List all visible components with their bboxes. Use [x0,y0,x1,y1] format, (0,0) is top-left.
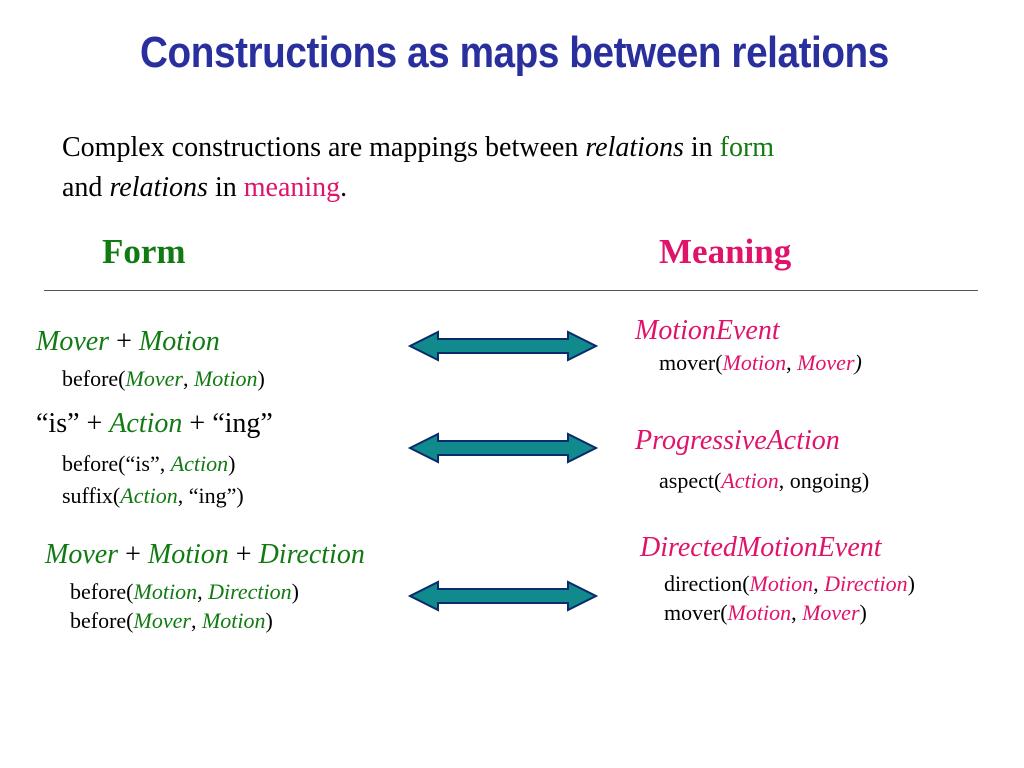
constraint-segment: Action [120,483,178,508]
meaning-constraint-2-1 [664,600,867,626]
construction-segment: “is” + [36,408,110,439]
construction-segment: Motion [138,326,220,357]
constraint-segment: Direction [824,571,908,596]
double-arrow-icon [408,580,598,612]
constraint-segment: ) [854,350,862,375]
constraint-segment: Motion [201,608,266,633]
construction-segment: + [109,326,139,357]
constraint-segment: Motion [722,350,787,375]
form-constraint-2-0 [70,579,299,605]
constraint-segment: before( [70,579,134,604]
constraint-segment: Action [170,451,229,476]
construction-segment: Mover [45,539,119,570]
meaning-constraint-0-0 [659,350,862,376]
intro-line-2 [62,168,774,208]
constraint-segment: ) [228,451,236,476]
relations-term: relations [585,132,684,163]
constraint-segment: , [791,600,803,625]
constraint-segment: ) [859,600,867,625]
construction-segment: Motion [147,539,229,570]
constraint-segment: Mover [133,608,191,633]
meaning-constraint-2-0 [664,571,915,597]
double-arrow-icon [408,432,598,464]
constraint-segment: , ongoing) [778,468,870,493]
constraint-segment: ) [265,608,273,633]
form-constraint-1-0 [62,451,235,477]
constraint-segment: Motion [727,600,792,625]
constraint-segment: before( [62,366,126,391]
constraint-segment: ) [907,571,915,596]
intro-line-1 [62,128,774,168]
constraint-segment: Motion [749,571,814,596]
slide-title: Constructions as maps between relations [140,28,889,77]
constraint-segment: , [182,366,194,391]
constraint-segment: , “ing”) [177,483,244,508]
constraint-segment: , [786,350,798,375]
construction-segment: Direction [258,539,365,570]
constraint-segment: mover( [664,600,728,625]
meaning-schema-1: ProgressiveAction [635,425,840,456]
constraint-segment: Motion [133,579,198,604]
constraint-segment: Direction [208,579,292,604]
form-construction-0 [36,326,220,358]
meaning-constraint-1-0 [659,468,869,494]
constraint-segment: , [813,571,825,596]
intro-in: in [207,172,244,203]
meaning-schema-2: DirectedMotionEvent [640,532,882,563]
form-constraint-1-1 [62,483,244,509]
constraint-segment: before( [70,608,134,633]
constraint-segment: ) [291,579,299,604]
construction-segment: + “ing” [182,408,273,439]
constraint-segment: ) [257,366,265,391]
constraint-segment: Mover [125,366,183,391]
constraint-segment: mover( [659,350,723,375]
constraint-segment: aspect( [659,468,722,493]
intro-and: and [62,172,110,203]
constraint-segment: , [197,579,209,604]
form-constraint-0-0 [62,366,265,392]
relations-term: relations [109,172,208,203]
form-constraint-2-1 [70,608,273,634]
form-term: form [719,132,775,163]
intro-prefix: Complex constructions are mappings between [62,132,586,163]
construction-segment: + [118,539,148,570]
constraint-segment: Action [721,468,779,493]
meaning-term: meaning [243,172,341,203]
form-header: Form [102,232,186,271]
constraint-segment: direction( [664,571,750,596]
constraint-segment: Motion [193,366,258,391]
meaning-schema-0: MotionEvent [635,315,780,346]
constraint-segment: Mover [802,600,860,625]
intro-period: . [340,172,348,203]
construction-segment: Mover [36,326,110,357]
constraint-segment: suffix( [62,483,121,508]
construction-segment: Action [109,408,183,439]
constraint-segment: Mover [797,350,855,375]
divider [44,290,978,291]
construction-segment: + [228,539,259,570]
double-arrow-icon [408,330,598,362]
form-construction-2 [45,539,365,571]
meaning-header: Meaning [659,232,792,271]
form-construction-1 [36,408,273,440]
constraint-segment: before(“is”, [62,451,171,476]
intro-in: in [683,132,720,163]
constraint-segment: , [190,608,202,633]
intro-text [62,128,774,208]
